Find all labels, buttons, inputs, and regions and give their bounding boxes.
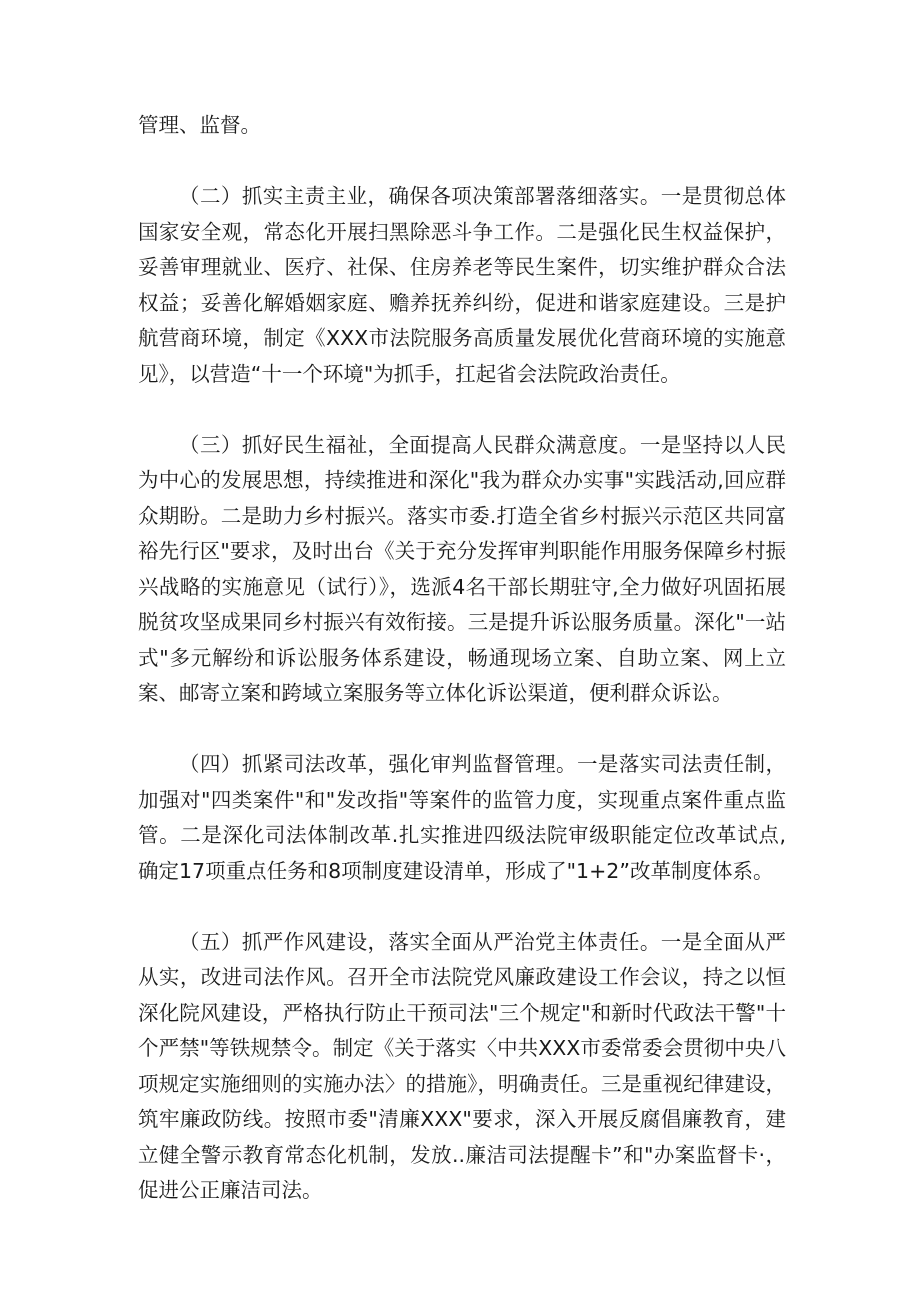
paragraph-section-four: （四）抓紧司法改革，强化审判监督管理。一是落实司法责任制，加强对"四类案件"和"发改指"等案件的监管力度，实现重点案件重点监管。二是深化司法体制改革.扎实推进四级法院审级职能定位改革试点,确定17项重点任务和8项制度建设清单，形成了"1+2”改革制度体系。 bbox=[138, 752, 786, 883]
document-page bbox=[138, 108, 786, 1244]
paragraph-section-two: （二）抓实主责主业，确保各项决策部署落细落实。一是贯彻总体国家安全观，常态化开展扫黑除恶斗争工作。二是强化民生权益保护，妥善审理就业、医疗、社保、住房养老等民生案件，切实维护群众合法权益；妥善化解婚姻家庭、赡养抚养纠纷，促进和谐家庭建设。三是护航营商环境，制定《XXX市法院服务高质量发展优化营商环境的实施意见》，以营造“十一个环境"为抓手，扛起省会法院政治责任。 bbox=[138, 184, 786, 386]
paragraph-section-five: （五）抓严作风建设，落实全面从严治党主体责任。一是全面从严从实，改进司法作风。召开全市法院党风廉政建设工作会议，持之以恒深化院风建设，严格执行防止干预司法"三个规定"和新时代政法干警"十个严禁"等铁规禁令。制定《关于落实〈中共XXX市委常委会贯彻中央八项规定实施细则的实施办法〉的措施》，明确责任。三是重视纪律建设，筑牢廉政防线。按照市委"清廉XXX"要求，深入开展反腐倡廉教育，建立健全警示教育常态化机制，发放..廉洁司法提醒卡”和"办案监督卡·，促进公正廉洁司法。 bbox=[138, 929, 786, 1202]
paragraph-closing-fragment: 管理、监督。 bbox=[138, 113, 261, 137]
paragraph-section-three: （三）抓好民生福祉，全面提高人民群众满意度。一是坚持以人民为中心的发展思想，持续推进和深化"我为群众办实事"实践活动,回应群众期盼。二是助力乡村振兴。落实市委.打造全省乡村振兴示范区共同富裕先行区"要求，及时出台《关于充分发挥审判职能作用服务保障乡村振兴战略的实施意见（试行）》，选派4名干部长期驻守,全力做好巩固拓展脱贫攻坚成果同乡村振兴有效衔接。三是提升诉讼服务质量。深化"一站式"多元解纷和诉讼服务体系建设，畅通现场立案、自助立案、网上立案、邮寄立案和跨域立案服务等立体化诉讼渠道，便利群众诉讼。 bbox=[138, 432, 786, 705]
